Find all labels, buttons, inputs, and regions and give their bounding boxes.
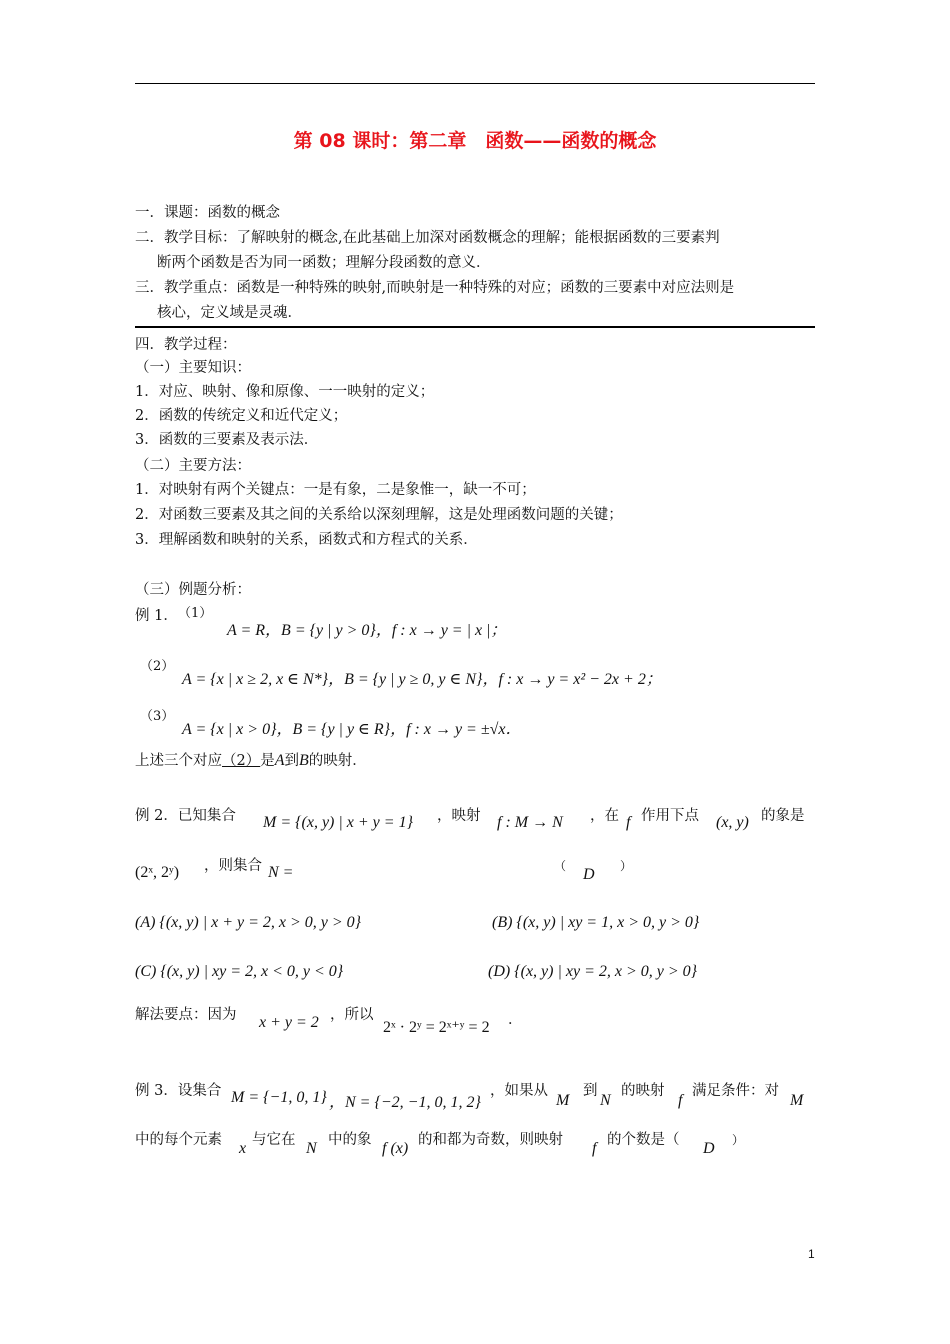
- ex2-option-a: (A) {(x, y) | x + y = 2, x > 0, y > 0}: [135, 914, 362, 931]
- ex3-f: f: [678, 1092, 683, 1109]
- method-item: 1．对映射有两个关键点：一是有象，二是象惟一，缺一不可；: [135, 482, 536, 498]
- focus-line-cont: 核心，定义域是灵魂．: [157, 305, 302, 321]
- ex2-text: 作用下点: [641, 808, 699, 824]
- ex3-N: N: [306, 1140, 317, 1157]
- ex2-answer-open: （: [554, 859, 567, 873]
- ex1-conclusion-text: 是: [260, 753, 275, 769]
- ex1-conclusion: [135, 751, 367, 771]
- ex1-part2-math: A = {x | x ≥ 2, x ∈ N*}，B = {y | y ≥ 0, y ∈ N}，f : x → y = x² − 2x + 2；: [182, 671, 662, 688]
- page-number: 1: [808, 1247, 815, 1261]
- ex2-solution-text: ，所以: [330, 1007, 374, 1023]
- ex3-text: 中的每个元素: [135, 1132, 222, 1148]
- method-item: 2．对函数三要素及其之间的关系给以深刻理解，这是处理函数问题的关键；: [135, 507, 623, 523]
- knowledge-item: 2．函数的传统定义和近代定义；: [135, 408, 348, 424]
- ex3-set-M: M = {−1, 0, 1}: [231, 1089, 327, 1106]
- ex3-text: 到: [583, 1083, 598, 1099]
- section-rule: [135, 326, 815, 328]
- examples-heading: （三）例题分析：: [135, 582, 251, 598]
- objective-line: 二．教学目标：了解映射的概念,在此基础上加深对函数概念的理解；能根据函数的三要素判: [135, 230, 720, 246]
- ex3-M: M: [790, 1092, 804, 1109]
- ex3-answer-close: ）: [732, 1133, 745, 1147]
- ex1-conclusion-text: 到: [284, 753, 300, 769]
- set-A: A: [274, 752, 285, 769]
- ex3-label: 例 3．设集合: [135, 1083, 222, 1099]
- ex2-text: ，则集合: [204, 858, 262, 874]
- ex1-part2-label: （2）: [140, 659, 175, 674]
- ex2-set-N: N =: [268, 864, 294, 881]
- ex3-text: ，如果从: [490, 1083, 548, 1099]
- ex2-label: 例 2．已知集合: [135, 808, 236, 824]
- ex1-part3-label: （3）: [140, 709, 175, 724]
- ex2-option-d: (D) {(x, y) | xy = 2, x > 0, y > 0}: [488, 963, 698, 980]
- ex1-part3-math: A = {x | x > 0}，B = {y | y ∈ R}，f : x → y = ±√x．: [182, 721, 522, 738]
- set-B: B: [299, 752, 309, 769]
- ex2-solution-text: ．: [508, 1012, 523, 1028]
- ex3-M: M: [556, 1092, 570, 1109]
- ex1-conclusion-text: 的映射．: [308, 753, 367, 769]
- page-title: 第 08 课时：第二章 函数——函数的概念: [293, 130, 657, 152]
- ex3-text: 中的象: [328, 1132, 372, 1148]
- ex3-f: f: [592, 1140, 597, 1157]
- ex2-option-c: (C) {(x, y) | xy = 2, x < 0, y < 0}: [135, 963, 344, 980]
- top-rule: [135, 83, 815, 84]
- focus-line: 三．教学重点：函数是一种特殊的映射,而映射是一种特殊的对应；函数的三要素中对应法则是: [135, 280, 735, 296]
- ex3-text: 的映射: [621, 1083, 665, 1099]
- objective-line-cont: 断两个函数是否为同一函数；理解分段函数的意义．: [157, 255, 491, 271]
- ex2-point: (x, y): [716, 814, 749, 831]
- ex3-text: 的和都为奇数，则映射: [418, 1132, 563, 1148]
- ex1-label: 例 1．: [135, 608, 178, 624]
- method-item: 3．理解函数和映射的关系，函数式和方程式的关系．: [135, 532, 478, 548]
- ex2-f: f: [626, 814, 631, 831]
- ex1-part1-label: （1）: [178, 606, 213, 621]
- ex3-answer: D: [703, 1140, 715, 1157]
- ex3-x: x: [239, 1140, 247, 1157]
- ex2-text: ，在: [590, 808, 619, 824]
- ex3-set-N: ，N = {−2, −1, 0, 1, 2}: [329, 1094, 481, 1111]
- ex1-part1-math: A = R，B = {y | y > 0}，f : x → y = | x |；: [227, 622, 507, 639]
- ex2-set-M: M = {(x, y) | x + y = 1}: [263, 814, 413, 831]
- process-heading: 四．教学过程：: [135, 337, 237, 353]
- ex2-option-b: (B) {(x, y) | xy = 1, x > 0, y > 0}: [492, 914, 700, 931]
- ex3-text: 满足条件：对: [692, 1083, 779, 1099]
- ex1-answer: （2）: [222, 753, 261, 769]
- ex2-answer: D: [583, 866, 595, 883]
- knowledge-item: 3．函数的三要素及表示法．: [135, 432, 319, 448]
- ex2-map: f : M → N: [497, 814, 563, 831]
- ex3-N: N: [600, 1092, 611, 1109]
- ex2-answer-close: ）: [620, 859, 633, 873]
- ex3-fx: f (x): [382, 1140, 409, 1157]
- ex2-solution-eq: 2ˣ · 2ʸ = 2ˣ⁺ʸ = 2: [383, 1019, 490, 1036]
- knowledge-heading: （一）主要知识：: [135, 360, 251, 376]
- ex2-solution-label: 解法要点：因为: [135, 1007, 237, 1023]
- ex2-text: 的象是: [761, 808, 805, 824]
- ex3-text: 与它在: [252, 1132, 296, 1148]
- methods-heading: （二）主要方法：: [135, 458, 251, 474]
- ex2-image: (2ˣ, 2ʸ): [135, 864, 180, 881]
- ex2-solution-eq: x + y = 2: [259, 1014, 319, 1031]
- ex1-conclusion-text: 上述三个对应: [135, 753, 222, 769]
- ex2-text: ，映射: [437, 808, 481, 824]
- knowledge-item: 1．对应、映射、像和原像、一一映射的定义；: [135, 384, 435, 400]
- topic-line: 一．课题：函数的概念: [135, 205, 280, 221]
- ex3-text: 的个数是（: [607, 1132, 680, 1148]
